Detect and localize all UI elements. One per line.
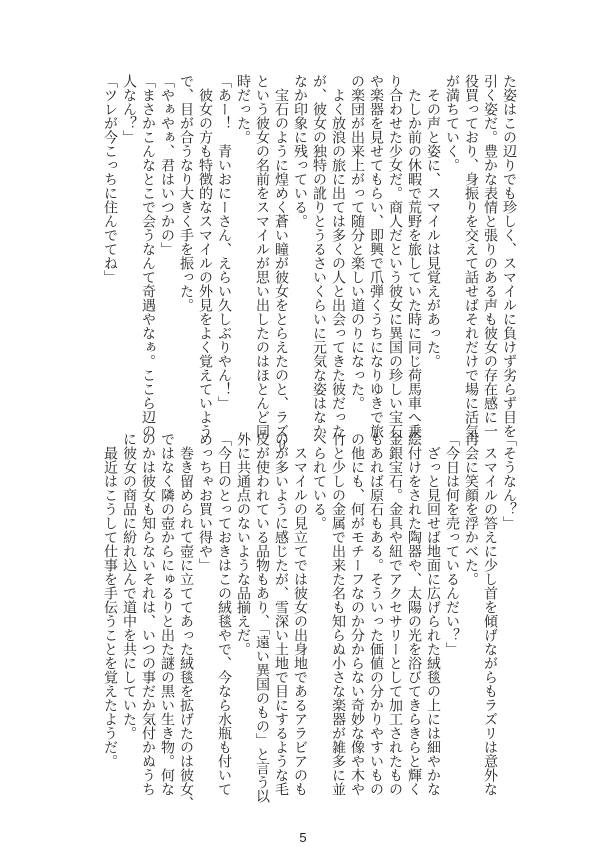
text-column: 「あー！ 青いおにーさん、えらい久しぶりやん！」 (216, 74, 232, 410)
text-column: スマイルの答えに少し首を傾げながらもラズリは意外な (482, 432, 498, 796)
top-tier-text (100, 74, 518, 452)
text-column: 「今日のとっておきはこの絨毯やで、今なら水瓶も付いて (216, 432, 232, 796)
text-column: スマイルの見立てでは彼女の出身地であるアラビアのも (292, 432, 308, 796)
text-column: なか印象に残っている。 (292, 74, 308, 228)
text-column: が満ちていく。 (444, 74, 460, 172)
text-column: たしか前の休暇で荒野を旅していた時に同じ荷馬車へ乗 (406, 74, 422, 438)
text-column: という彼女の名前をスマイルが思い出したのはほとんど同 (254, 74, 270, 438)
text-column: 人なん？」 (121, 74, 137, 144)
text-column: のが多いように感じたが、雪深い土地で目にするような毛 (273, 432, 289, 796)
text-column: で、目が合うなり大きく手を振った。 (178, 74, 194, 312)
text-column: 絵付けをされた陶器や、太陽の光を浴びてきらきらと輝く (406, 432, 422, 796)
text-column: の他にも、何がモチーフなのか分からない奇妙な像や木や (349, 432, 365, 796)
text-column: 引く姿だ。豊かな表情と張りのある声も彼女の存在感に一 (482, 74, 498, 438)
text-column: よく放浪の旅に出ては多くの人と出会ってきた彼だった (330, 74, 346, 438)
text-column: が、彼女の独特の訛りとうるさいくらいに元気な姿はなか (311, 74, 327, 438)
text-column: 「今日は何を売っているんだい？」 (444, 432, 460, 656)
text-column: 外に共通点のないような品揃えだ。 (235, 432, 251, 656)
text-column: のかは彼女も知らないそれは、いつの事だか気付かぬうち (140, 432, 156, 796)
text-column: 最近はこうして仕事を手伝うことを覚えたようだ。 (102, 432, 118, 768)
text-column: に彼女の商品に紛れ込んで道中を共にしていた。 (121, 432, 137, 740)
bottom-tier-text (100, 432, 518, 810)
text-column: 竹と少しの金属で出来た名も知らぬ小さな楽器が雑多に並 (330, 432, 346, 796)
text-column: り合わせた少女だ。商人だという彼女に異国の珍しい宝石 (387, 74, 403, 438)
text-column: の楽団が出来上がって随分と楽しい道のりになった。 (349, 74, 365, 410)
text-column: 皮が使われている品物もあり、「遠い異国のもの」と言う以 (254, 432, 270, 803)
text-column: 「ツレが今こっちに住んでてね」 (102, 74, 118, 284)
text-column: 再会に笑顔を浮かべた。 (463, 432, 479, 586)
text-column: その声と姿に、スマイルは見覚えがあった。 (425, 74, 441, 368)
text-column: た姿はこの辺りでも珍しく、スマイルに負けず劣らず目を (501, 74, 517, 438)
text-column: 時だった。 (235, 74, 251, 144)
text-column: 「そうなん？」 (501, 432, 517, 530)
text-column: 宝石のように煌めく蒼い瞳が彼女をとらえたのと、ラズリ (273, 74, 289, 452)
text-column: 「やぁやぁ、君はいつかの」 (159, 74, 175, 256)
text-column: ざっと見回せば地面に広げられた絨毯の上には細やかな (425, 432, 441, 796)
text-column: 巻き留められて壺に立ててあった絨毯を拡げたのは彼女、 (178, 432, 194, 810)
text-column: 金銀宝石。金具や紐でアクセサリーとして加工されたもの (387, 432, 403, 796)
text-column: 役買っており、身振りを交えて話せばそれだけで場に活気 (463, 74, 479, 438)
text-column: や楽器を見せてもらい、即興で爪弾くうちになりゆきで旅 (368, 74, 384, 438)
text-column: べられている。 (311, 432, 327, 530)
text-column: 「まさかこんなとこで会うなんて奇遇やなぁ。ここら辺の (140, 74, 156, 438)
text-column: もあれば原石もある。そういった価値の分かりやすいもの (368, 432, 384, 796)
text-column: ではなく隣の壺からにゅるりと出た謎の黒い生き物。何な (159, 432, 175, 796)
text-column: 彼女の方も特徴的なスマイルの外見をよく覚えていよう (197, 74, 213, 438)
page-number: 5 (299, 830, 307, 845)
text-column: めっちゃお買い得や」 (197, 432, 213, 572)
